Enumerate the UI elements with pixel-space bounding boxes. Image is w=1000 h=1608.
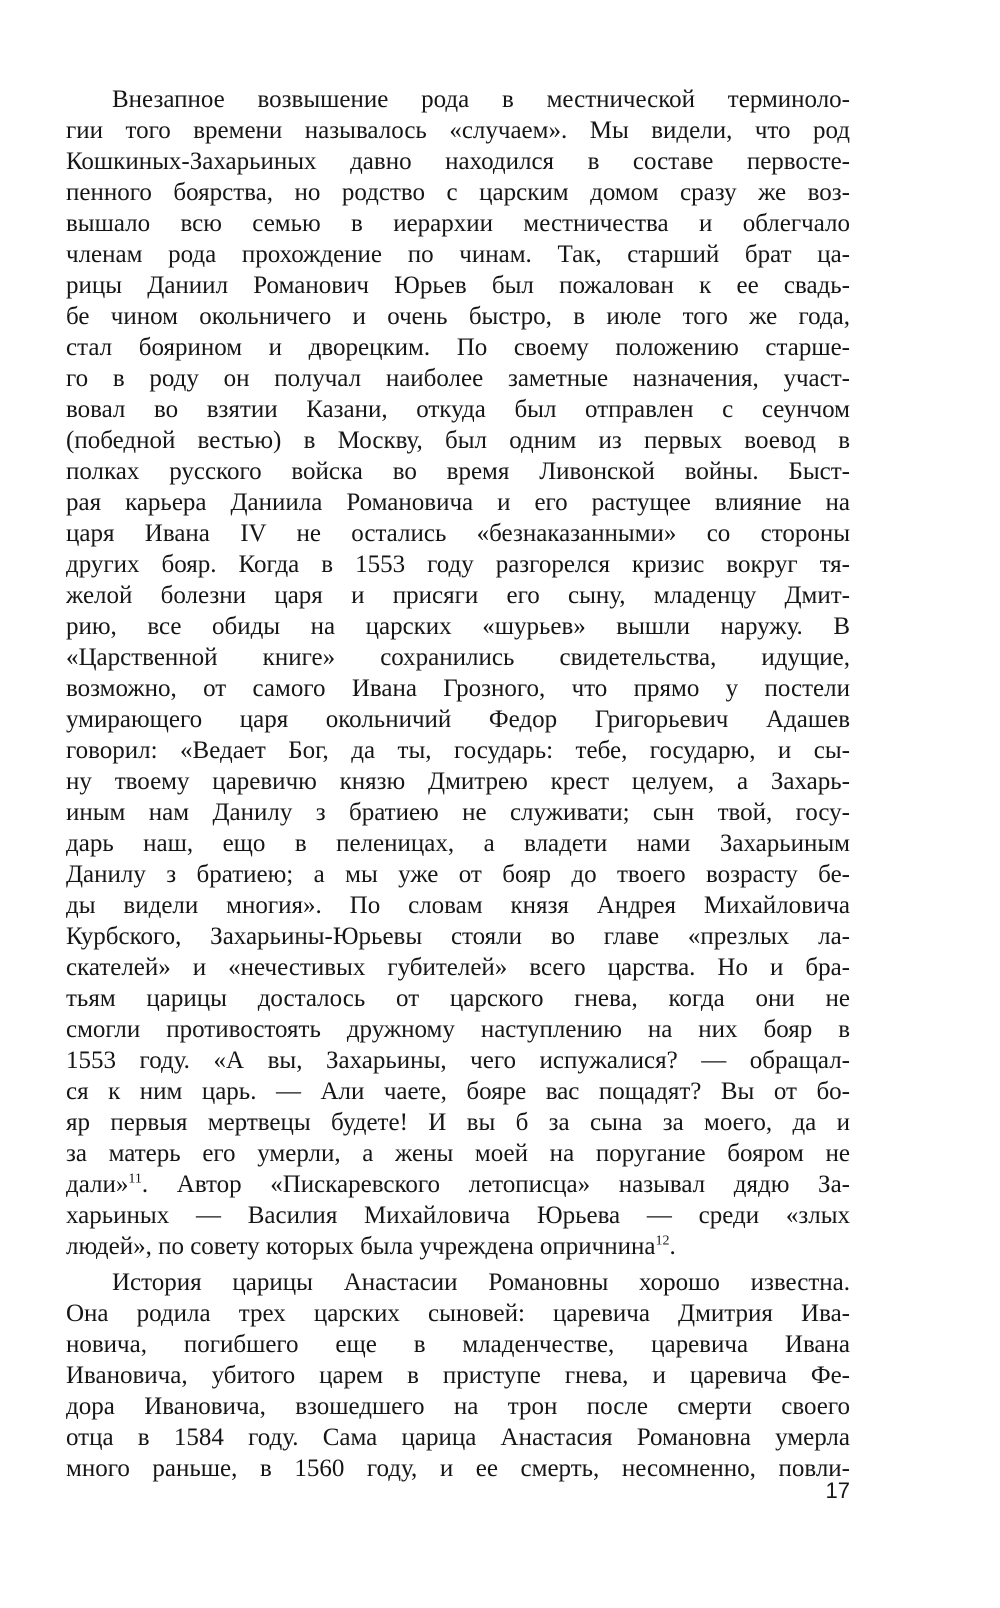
text-line: яр первыя мертвецы будете! И вы б за сына за моего, да и [66, 1109, 850, 1136]
text-line: скателей» и «нечестивых губителей» всего царства. Но и бра- [66, 954, 850, 981]
body-text [66, 84, 850, 1484]
text-line: дарь наш, ещо в пеленицах, а владети нами Захарьиным [66, 830, 850, 857]
footnote-marker: 11 [128, 1171, 142, 1187]
text-line: за матерь его умерли, а жены моей на поругание бояром не [66, 1140, 850, 1167]
text-line: полках русского войска во время Ливонской войны. Быст- [66, 458, 850, 485]
text-line: Кошкиных-Захарьиных давно находился в составе первосте- [66, 148, 850, 175]
footnote-marker: 12 [655, 1233, 670, 1249]
text-line: говорил: «Ведает Бог, да ты, государь: тебе, государю, и сы- [66, 737, 850, 764]
text-line: пенного боярства, но родство с царским домом сразу же воз- [66, 179, 850, 206]
page-number: 17 [825, 1478, 850, 1503]
text-line: 1553 году. «А вы, Захарьины, чего испужалися? — обращал- [66, 1047, 850, 1074]
text-fragment: . Автор «Пискаревского летописца» называл дядю За- [141, 1171, 850, 1198]
text-line-with-footnote [66, 1169, 850, 1200]
text-line: ну твоему царевичю князю Дмитрею крест целуем, а Захарь- [66, 768, 850, 795]
text-line: вышало всю семью в иерархии местничества и облегчало [66, 210, 850, 237]
text-line: тьям царицы досталось от царского гнева, когда они не [66, 985, 850, 1012]
text-line: рицы Даниил Романович Юрьев был пожалован к ее свадь- [66, 272, 850, 299]
text-line: членам рода прохождение по чинам. Так, старший брат ца- [66, 241, 850, 268]
text-line: бе чином окольничего и очень быстро, в июле того же года, [66, 303, 850, 330]
text-line: новича, погибшего еще в младенчестве, царевича Ивана [66, 1331, 850, 1358]
text-line: дора Ивановича, взошедшего на трон после смерти своего [66, 1393, 850, 1420]
text-line: (победной вестью) в Москву, был одним из первых воевод в [66, 427, 850, 454]
text-line: ся к ним царь. — Али чаете, бояре вас пощадят? Вы от бо- [66, 1078, 850, 1105]
text-fragment: дали» [66, 1171, 129, 1198]
text-line: ды видели многия». По словам князя Андрея Михайловича [66, 892, 850, 919]
text-line: го в роду он получал наиболее заметные назначения, участ- [66, 365, 850, 392]
text-line: отца в 1584 году. Сама царица Анастасия Романовна умерла [66, 1424, 850, 1451]
text-line: умирающего царя окольничий Федор Григорьевич Адашев [66, 706, 850, 733]
text-line-with-footnote [66, 1231, 850, 1262]
text-line: Данилу з братиею; а мы уже от бояр до твоего возрасту бе- [66, 861, 850, 888]
text-line: смогли противостоять дружному наступлению на них бояр в [66, 1016, 850, 1043]
text-line: желой болезни царя и присяги его сыну, младенцу Дмит- [66, 582, 850, 609]
text-line: рию, все обиды на царских «шурьев» вышли наружу. В [66, 613, 850, 640]
text-fragment: . [669, 1233, 676, 1260]
text-line: харьиных — Василия Михайловича Юрьева — среди «злых [66, 1202, 850, 1229]
text-line: вовал во взятии Казани, откуда был отправлен с сеунчом [66, 396, 850, 423]
text-line: Внезапное возвышение рода в местнической терминоло- [112, 86, 850, 113]
text-line: возможно, от самого Ивана Грозного, что прямо у постели [66, 675, 850, 702]
text-line: Курбского, Захарьины-Юрьевы стояли во главе «презлых ла- [66, 923, 850, 950]
text-line: Она родила трех царских сыновей: царевича Дмитрия Ива- [66, 1300, 850, 1327]
text-line: История царицы Анастасии Романовны хорошо известна. [112, 1269, 850, 1296]
text-line: других бояр. Когда в 1553 году разгорелся кризис вокруг тя- [66, 551, 850, 578]
text-line: гии того времени называлось «случаем». Мы видели, что род [66, 117, 850, 144]
text-line: стал боярином и дворецким. По своему положению старше- [66, 334, 850, 361]
text-line: Ивановича, убитого царем в приступе гнева, и царевича Фе- [66, 1362, 850, 1389]
text-fragment: людей», по совету которых была учреждена опричнина [66, 1233, 656, 1260]
text-line: рая карьера Даниила Романовича и его растущее влияние на [66, 489, 850, 516]
text-line: иным нам Данилу з братиею не служивати; сын твой, госу- [66, 799, 850, 826]
text-line: «Царственной книге» сохранились свидетельства, идущие, [66, 644, 850, 671]
text-line: царя Ивана IV не остались «безнаказанными» со стороны [66, 520, 850, 547]
text-line: много раньше, в 1560 году, и ее смерть, несомненно, повли- [66, 1455, 850, 1482]
